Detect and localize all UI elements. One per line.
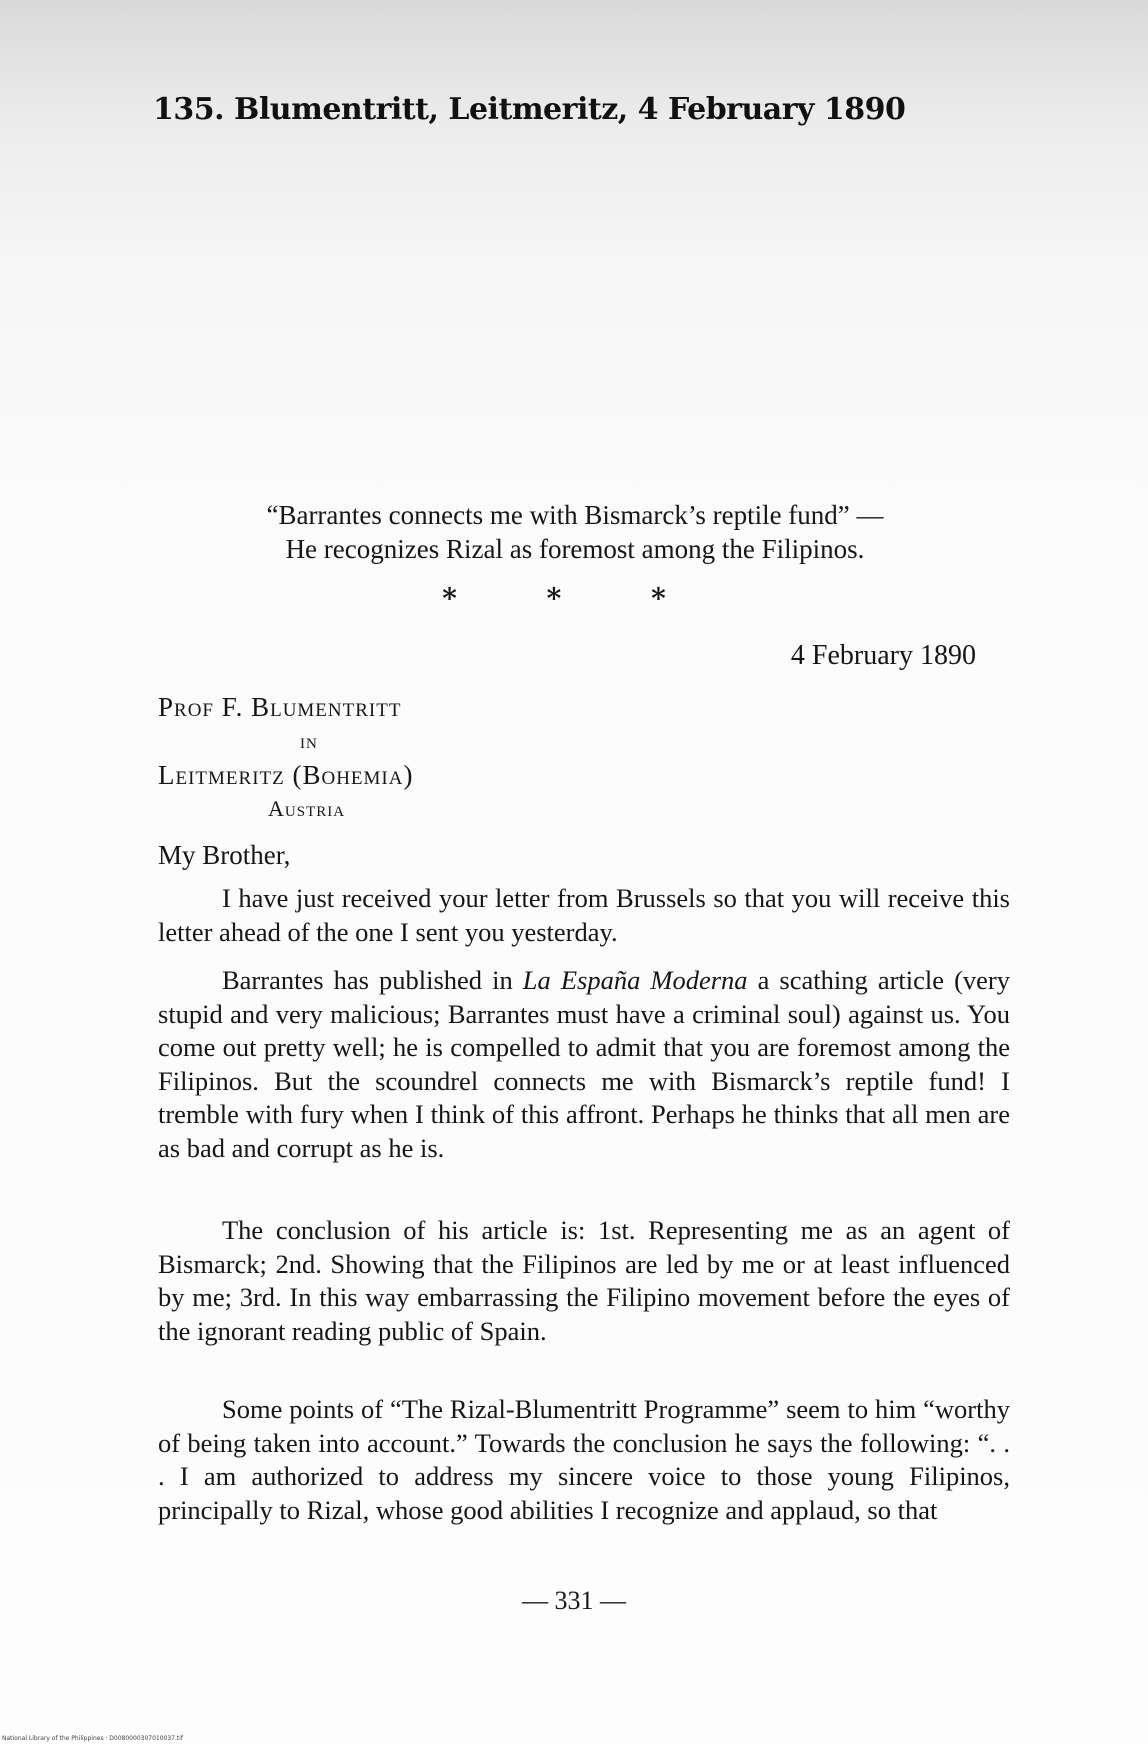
summary-line-1: “Barrantes connects me with Bismarck’s reptile fund” — <box>266 500 884 530</box>
salutation: My Brother, <box>158 840 291 870</box>
page-number: — 331 — <box>522 1586 626 1615</box>
paragraph-3: The conclusion of his article is: 1st. Representing me as an agent of Bismarck; 2nd. Showing that the Filipinos are led by me or at least influenced by me; 3rd. In this way embarrassing the Filipino movement before the eyes of the ignorant reading public of Spain. <box>158 1215 1010 1346</box>
address-in: in <box>300 728 318 753</box>
paragraph-1: I have just received your letter from Brussels so that you will receive this letter ahead of the one I sent you yesterday. <box>158 883 1010 947</box>
paragraph-2 <box>158 964 1010 1165</box>
paragraph-2-rest: a scathing article (very stupid and very malicious; Barrantes must have a criminal soul) against us. You come out pretty well; he is compelled to admit that you are foremost among the Filipinos. But the scoundrel connects me with Bismarck’s reptile fund! I tremble with fury when I think of this affront. Perhaps he thinks that all men are as bad and corrupt as he is. <box>158 965 1010 1163</box>
section-separator: * * * <box>442 582 706 615</box>
letter-date: 4 February 1890 <box>790 640 976 671</box>
summary-line-2: He recognizes Rizal as foremost among the Filipinos. <box>285 534 865 564</box>
letter-summary <box>140 498 1010 566</box>
address-city: Leitmeritz (Bohemia) <box>158 760 414 790</box>
publication-title: La España Moderna <box>522 965 748 995</box>
paragraph-4: Some points of “The Rizal-Blumentritt Programme” seem to him “worthy of being taken into account.” Towards the conclusion he says the following: “. . . I am authorized to address my sincere voice to those young Filipinos, principally to Rizal, whose good abilities I recognize and applaud, so that <box>158 1394 1010 1525</box>
address-country: Austria <box>268 796 346 821</box>
address-recipient: Prof F. Blumentritt <box>158 692 402 722</box>
letter-heading: 135. Blumentritt, Leitmeritz, 4 February 1890 <box>153 92 906 127</box>
scan-footer: National Library of the Philippines · D0080000307010037.tif <box>2 1735 184 1742</box>
paragraph-2-start: Barrantes has published in <box>222 965 523 995</box>
